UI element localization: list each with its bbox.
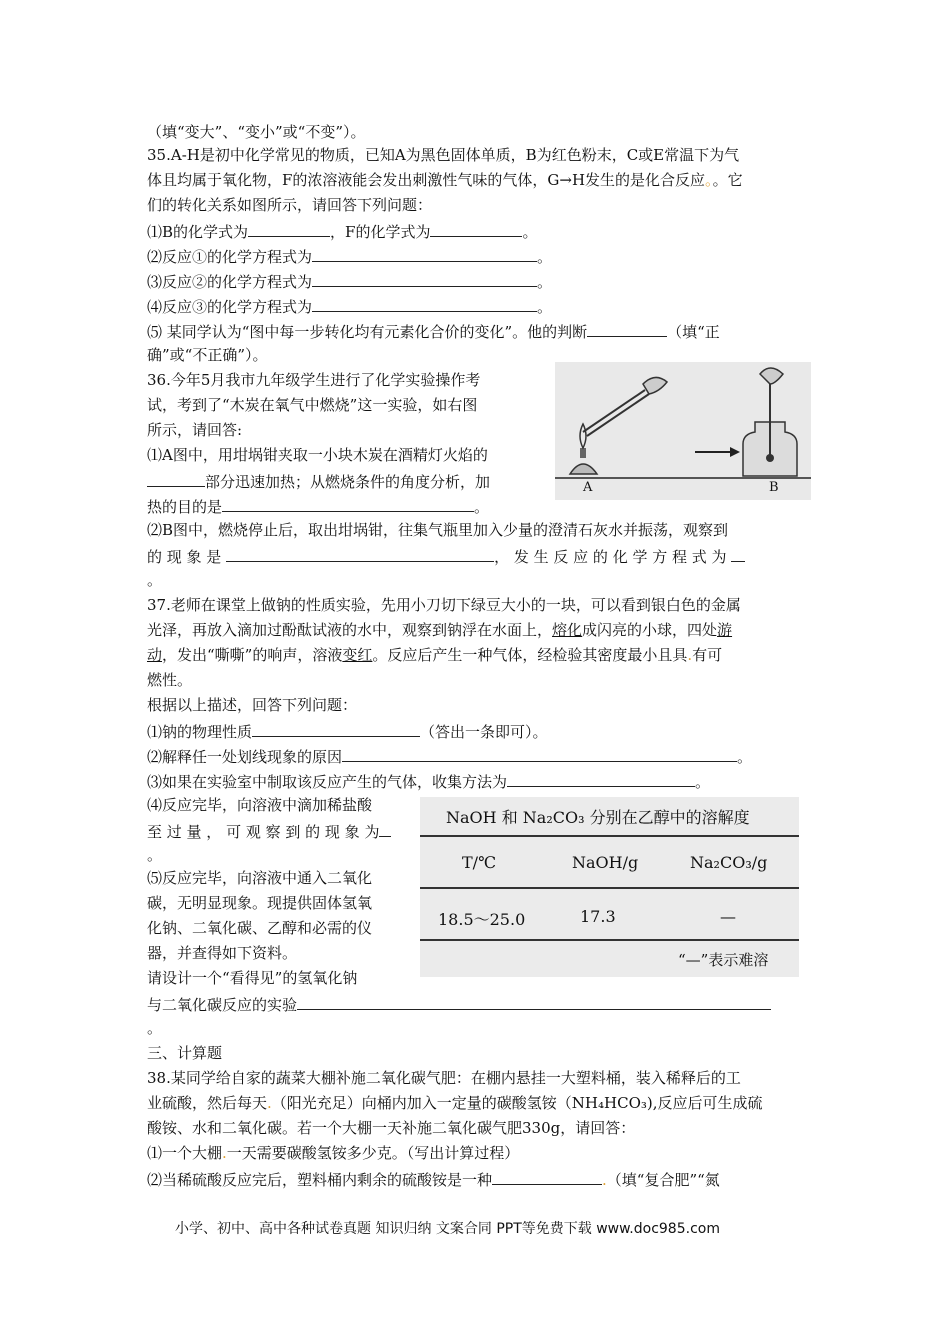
q37-part-1: ⑴钠的物理性质 （答出一条即可）。 xyxy=(147,720,548,742)
q35-part-2: ⑵反应①的化学方程式为 。 xyxy=(147,245,552,267)
q37-part-4-cont: 至 过 量 ， 可 观 察 到 的 现 象 为 xyxy=(147,820,391,842)
q36-line-3: 所示，请回答: xyxy=(147,421,243,439)
q37-part-3: ⑶如果在实验室中制取该反应产生的气体，收集方法为 。 xyxy=(147,770,710,792)
q38-line-2: 业硫酸，然后每天.（阳光充足）向桶内加入一定量的碳酸氢铵（NH₄HCO₃),反应后可生成硫 xyxy=(147,1094,763,1112)
answer-blank[interactable] xyxy=(312,270,537,287)
answer-blank[interactable] xyxy=(312,295,537,312)
q35-part-5-cont: 确”或“不正确”）。 xyxy=(147,346,268,364)
table-cell-na2co3: — xyxy=(720,907,736,926)
q36-line-9: 。 xyxy=(147,571,163,589)
answer-blank[interactable] xyxy=(342,745,737,762)
answer-blank[interactable] xyxy=(297,993,771,1010)
table-header-naoh: NaOH/g xyxy=(572,853,639,872)
q38-line-1: 38.某同学给自家的蔬菜大棚补施二氧化碳气肥：在棚内悬挂一大塑料桶，装入稀释后的工 xyxy=(147,1069,741,1087)
q36-line-7: ⑵B图中，燃烧停止后，取出坩埚钳，往集气瓶里加入少量的澄清石灰水并振荡，观察到 xyxy=(147,521,729,539)
q37-part-2: ⑵解释任一处划线现象的原因 。 xyxy=(147,745,752,767)
solubility-table-figure xyxy=(420,797,799,977)
q37-line-3: 动，发出“嘶嘶”的响声，溶液变红。反应后产生一种气体，经检验其密度最小且具.有可 xyxy=(147,646,723,664)
answer-blank[interactable] xyxy=(312,245,537,262)
q37-part-5-f: 与二氧化碳反应的实验 xyxy=(147,993,771,1015)
q37-part-5-b: 碳，无明显现象。现提供固体氢氧 xyxy=(147,894,373,912)
figure-label-a: A xyxy=(583,480,593,495)
q35-part-4: ⑷反应③的化学方程式为 。 xyxy=(147,295,552,317)
table-header-na2co3: Na₂CO₃/g xyxy=(690,853,768,872)
q35-intro-2: 体且均属于氧化物，F的浓溶液能会发出刺激性气味的气体，G→H发生的是化合反应。。它 xyxy=(147,171,743,189)
q34-tail: （填“变大”、“变小”或“不变”）。 xyxy=(147,123,366,141)
q36-line-6: 热的目的是 。 xyxy=(147,495,489,517)
q36-line-1: 36.今年5月我市九年级学生进行了化学实验操作考 xyxy=(147,371,481,389)
q37-line-2: 光泽，再放入滴加过酚酞试液的水中，观察到钠浮在水面上，熔化成闪亮的小球，四处游 xyxy=(147,621,733,639)
answer-blank[interactable] xyxy=(147,470,205,487)
q37-line-4: 燃性。 xyxy=(147,671,193,689)
figure-label-b: B xyxy=(769,480,779,495)
answer-blank[interactable] xyxy=(379,820,391,837)
q37-part-5-a: ⑸反应完毕，向溶液中通入二氧化 xyxy=(147,869,373,887)
answer-blank[interactable] xyxy=(492,1168,602,1185)
answer-blank[interactable] xyxy=(248,220,330,237)
q35-part-1: ⑴B的化学式为 ，F的化学式为 。 xyxy=(147,220,537,242)
answer-blank[interactable] xyxy=(507,770,695,787)
q37-part-5-c: 化钠、二氧化碳、乙醇和必需的仪 xyxy=(147,919,373,937)
q37-part-5-e: 请设计一个“看得见”的氢氧化钠 xyxy=(147,969,358,987)
table-header-temp: T/℃ xyxy=(462,853,496,872)
lab-apparatus-figure xyxy=(555,362,811,500)
answer-blank[interactable] xyxy=(731,545,745,562)
table-rule xyxy=(420,887,799,889)
q35-part-3: ⑶反应②的化学方程式为 。 xyxy=(147,270,552,292)
answer-blank[interactable] xyxy=(430,220,522,237)
q37-part-5-d: 器，并查得如下资料。 xyxy=(147,944,298,962)
mark-dot: 。 xyxy=(705,171,713,189)
q36-line-8: 的 现 象 是 ， 发 生 反 应 的 化 学 方 程 式 为 xyxy=(147,545,745,567)
table-title: NaOH 和 Na₂CO₃ 分别在乙醇中的溶解度 xyxy=(446,808,750,827)
table-rule xyxy=(420,835,799,837)
q36-line-4: ⑴A图中，用坩埚钳夹取一小块木炭在酒精灯火焰的 xyxy=(147,446,488,464)
q37-part-4: ⑷反应完毕，向溶液中滴加稀盐酸 xyxy=(147,796,373,814)
q37-part-5-g: 。 xyxy=(147,1019,163,1037)
q37-part-4-end: 。 xyxy=(147,846,163,864)
answer-blank[interactable] xyxy=(252,720,420,737)
q38-line-3: 酸铵、水和二氧化碳。若一个大棚一天补施二氧化碳气肥330g，请回答： xyxy=(147,1119,636,1137)
answer-blank[interactable] xyxy=(587,320,667,337)
table-rule xyxy=(420,939,799,941)
answer-blank[interactable] xyxy=(226,545,494,562)
q38-part-1: ⑴一个大棚.一天需要碳酸氢铵多少克。（写出计算过程） xyxy=(147,1144,520,1162)
page-footer: 小学、初中、高中各种试卷真题 知识归纳 文案合同 PPT等免费下载 www.doc985.com xyxy=(175,1221,720,1237)
table-cell-naoh: 17.3 xyxy=(580,907,616,926)
q35-part-5: ⑸ 某同学认为“图中每一步转化均有元素化合价的变化”。他的判断 （填“正 xyxy=(147,320,720,342)
table-note: “—”表示难溶 xyxy=(678,951,769,969)
q38-part-2: ⑵当稀硫酸反应完后，塑料桶内剩余的硫酸铵是一种 .（填“复合肥”“氮 xyxy=(147,1168,720,1190)
section-title: 三、计算题 xyxy=(147,1044,223,1062)
q36-line-2: 试，考到了“木炭在氧气中燃烧”这一实验，如右图 xyxy=(147,396,478,414)
table-cell-temp: 18.5～25.0 xyxy=(438,910,526,929)
answer-blank[interactable] xyxy=(222,495,474,512)
q35-intro-3: 们的转化关系如图所示，请回答下列问题： xyxy=(147,196,433,214)
q37-line-1: 37.老师在课堂上做钠的性质实验，先用小刀切下绿豆大小的一块，可以看到银白色的金属 xyxy=(147,596,741,614)
q36-line-5: 部分迅速加热；从燃烧条件的角度分析，加 xyxy=(147,470,490,492)
q35-intro-1: 35.A-H是初中化学常见的物质，已知A为黑色固体单质，B为红色粉末，C或E常温下为气 xyxy=(147,146,740,164)
q37-line-5: 根据以上描述，回答下列问题： xyxy=(147,696,358,714)
